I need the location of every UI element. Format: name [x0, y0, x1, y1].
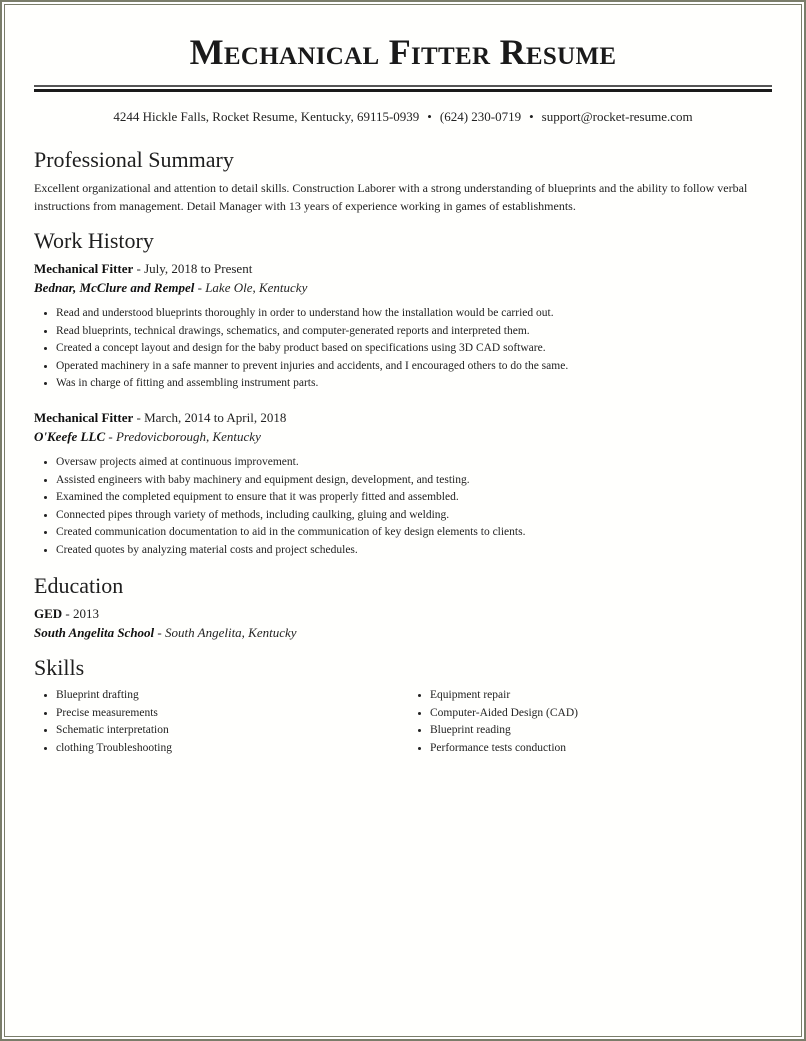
job-1-employer-line [34, 279, 307, 297]
degree-year: - 2013 [62, 606, 100, 621]
employer-location: - Predovicborough, Kentucky [105, 429, 261, 444]
job-2-employer-line [34, 428, 261, 446]
skill-item: • Performance tests conduction [430, 740, 578, 758]
job-title: Mechanical Fitter [34, 261, 134, 276]
contact-address: 4244 Hickle Falls, Rocket Resume, Kentucky, 69115-0939 [113, 109, 420, 124]
list-item: • Created communication documentation to aid in the communication of key design elements to clients. [56, 524, 525, 542]
bullet-separator: • [427, 109, 432, 124]
skill-item: • Computer-Aided Design (CAD) [430, 705, 578, 723]
employer-name: Bednar, McClure and Rempel [34, 280, 195, 295]
skill-item: • Schematic interpretation [56, 722, 172, 740]
summary-text: Excellent organizational and attention to detail skills. Construction Laborer with a strong understanding of blueprints and the ability to follow verbal instructions from management. Detail Manager with 13 years of experience working in games of establishments. [34, 181, 748, 213]
contact-phone: (624) 230-0719 [439, 109, 522, 124]
job-title: Mechanical Fitter [34, 410, 134, 425]
section-heading-work-history: Work History [34, 228, 154, 253]
list-item: • Was in charge of fitting and assembling instrument parts. [56, 375, 568, 393]
skill-item: • Blueprint reading [430, 722, 578, 740]
job-2-duties [34, 454, 525, 559]
education-degree-line [34, 605, 99, 623]
list-item: • Created quotes by analyzing material costs and project schedules. [56, 542, 525, 560]
education-school-line [34, 624, 297, 642]
skill-item: • Equipment repair [430, 687, 578, 705]
job-dates: - July, 2018 to Present [133, 261, 253, 276]
job-1-title-line [34, 260, 252, 278]
section-heading-education: Education [34, 573, 124, 598]
degree-name: GED [34, 606, 63, 621]
list-item: • Read and understood blueprints thoroughly in order to understand how the installation would be carried out. [56, 305, 568, 323]
list-item: • Examined the completed equipment to ensure that it was properly fitted and assembled. [56, 489, 525, 507]
bullet-separator: • [529, 109, 534, 124]
employer-location: - Lake Ole, Kentucky [194, 280, 308, 295]
header-rule-thin [34, 85, 772, 87]
header-rule-thick [34, 89, 772, 92]
skills-list-left [34, 687, 172, 757]
list-item: • Read blueprints, technical drawings, schematics, and computer-generated reports and interpreted them. [56, 323, 568, 341]
resume-title: Mechanical Fitter Resume [189, 32, 617, 72]
list-item: • Created a concept layout and design for the baby product based on specifications using 3D CAD software. [56, 340, 568, 358]
skill-item: • Blueprint drafting [56, 687, 172, 705]
job-dates: - March, 2014 to April, 2018 [133, 410, 287, 425]
school-location: - South Angelita, Kentucky [154, 625, 297, 640]
list-item: • Assisted engineers with baby machinery and equipment design, development, and testing. [56, 472, 525, 490]
job-1-duties [34, 305, 568, 393]
skill-item: • Precise measurements [56, 705, 172, 723]
contact-line [34, 108, 772, 126]
job-2-title-line [34, 409, 286, 427]
skill-item: • clothing Troubleshooting [56, 740, 172, 758]
skills-list-right [408, 687, 578, 757]
contact-email: support@rocket-resume.com [541, 109, 693, 124]
school-name: South Angelita School [34, 625, 155, 640]
section-heading-summary: Professional Summary [34, 147, 234, 172]
section-heading-skills: Skills [34, 655, 85, 680]
employer-name: O'Keefe LLC [34, 429, 106, 444]
list-item: • Connected pipes through variety of methods, including caulking, gluing and welding. [56, 507, 525, 525]
list-item: • Oversaw projects aimed at continuous improvement. [56, 454, 525, 472]
list-item: • Operated machinery in a safe manner to prevent injuries and accidents, and I encouraged others to do the same. [56, 358, 568, 376]
